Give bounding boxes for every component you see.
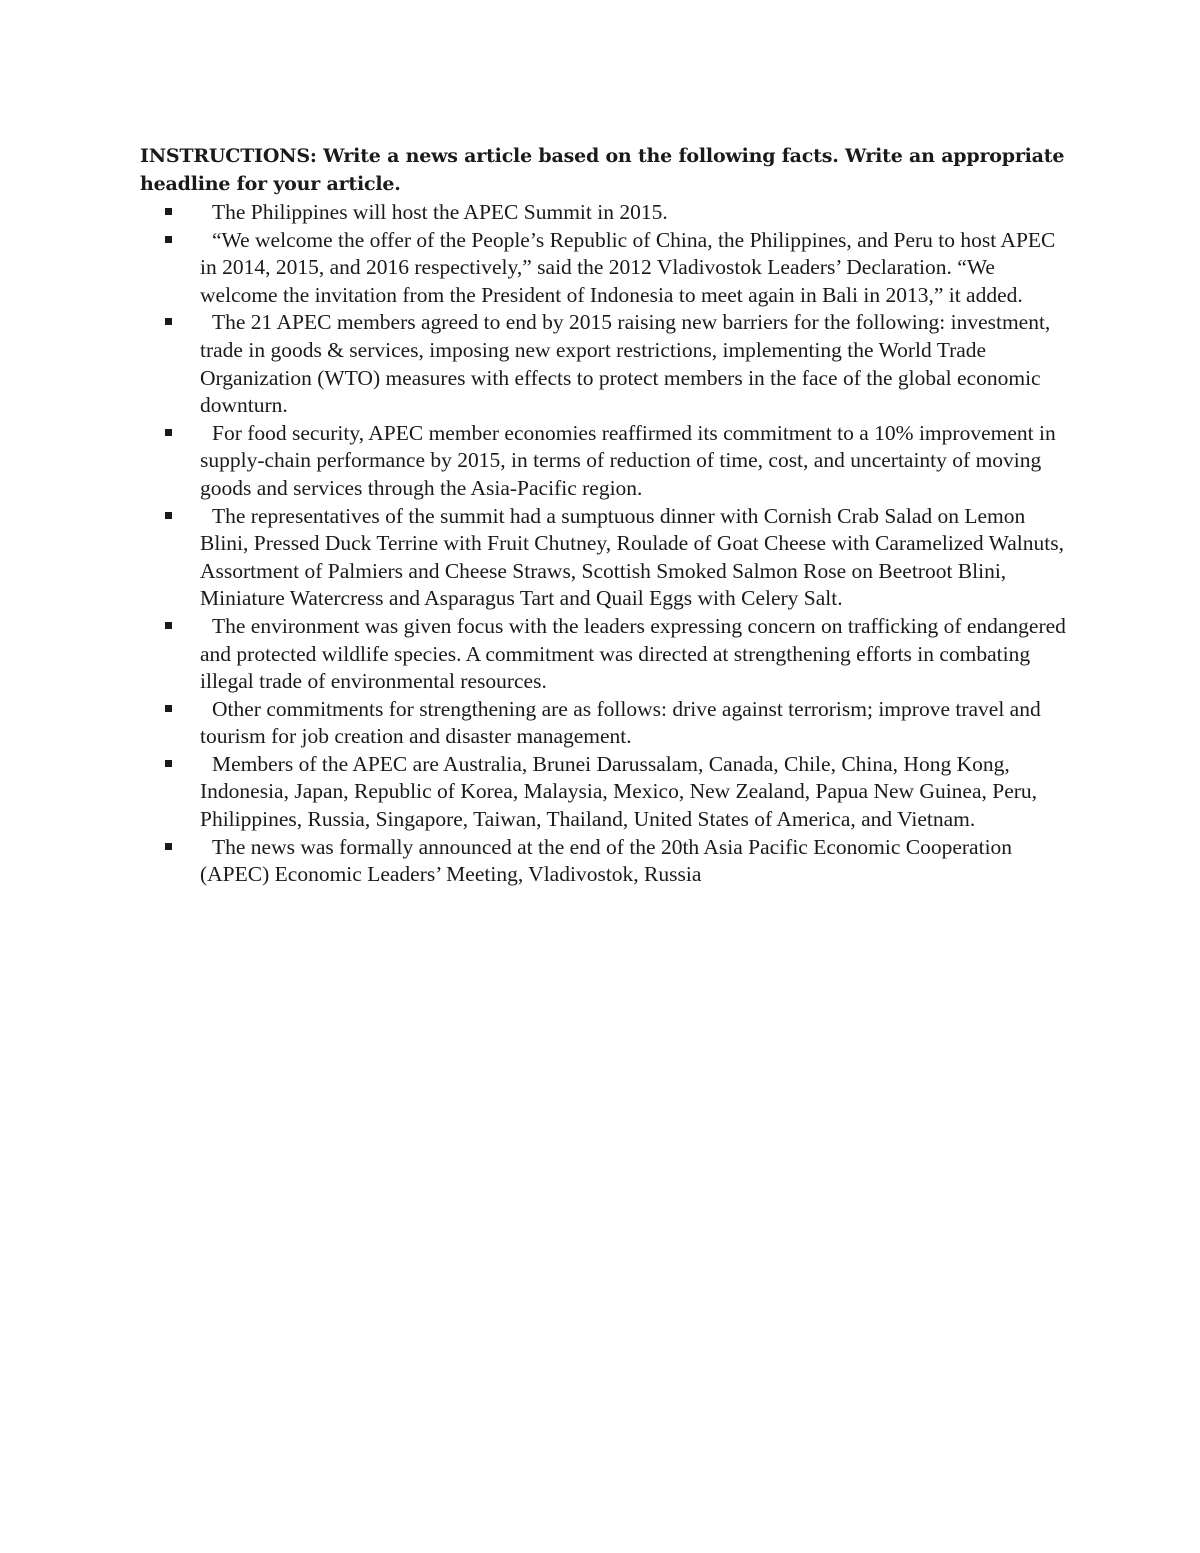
facts-list — [140, 199, 1070, 889]
fact-text: The Philippines will host the APEC Summit in 2015. — [212, 200, 668, 224]
square-bullet-icon — [165, 843, 172, 850]
square-bullet-icon — [165, 512, 172, 519]
square-bullet-icon — [165, 760, 172, 767]
fact-list-item — [140, 696, 1070, 751]
fact-text: Other commitments for strengthening are as follows: drive against terrorism; improve travel and tourism for job creation and disaster management. — [200, 696, 1041, 749]
fact-list-item — [140, 503, 1070, 613]
fact-text: For food security, APEC member economies reaffirmed its commitment to a 10% improvement in supply-chain performance by 2015, in terms of reduction of time, cost, and uncertainty of moving goods and services through the Asia-Pacific region. — [200, 420, 1056, 500]
fact-text: The representatives of the summit had a sumptuous dinner with Cornish Crab Salad on Lemon Blini, Pressed Duck Terrine with Fruit Chutney, Roulade of Goat Cheese with Caramelized Walnuts, Assortment of Palmiers and Cheese Straws, Scottish Smoked Salmon Rose on Beetroot Blini, Miniature Watercress and Asparagus Tart and Quail Eggs with Celery Salt. — [200, 503, 1064, 611]
fact-text: The environment was given focus with the leaders expressing concern on trafficking of endangered and protected wildlife species. A commitment was directed at strengthening efforts in combating illegal trade of environmental resources. — [200, 613, 1066, 694]
fact-text: The news was formally announced at the end of the 20th Asia Pacific Economic Cooperation (APEC) Economic Leaders’ Meeting, Vladivostok, Russia — [200, 834, 1013, 887]
fact-list-item — [140, 199, 1070, 227]
fact-list-item — [140, 227, 1070, 310]
document-body — [140, 142, 1070, 889]
square-bullet-icon — [165, 318, 172, 325]
fact-list-item — [140, 613, 1070, 696]
instructions-heading: INSTRUCTIONS: Write a news article based on the following facts. Write an appropriate headline for your article. — [140, 145, 1065, 195]
fact-list-item — [140, 309, 1070, 419]
fact-text: “We welcome the offer of the People’s Republic of China, the Philippines, and Peru to host APEC in 2014, 2015, and 2016 respectively,” said the 2012 Vladivostok Leaders’ Declaration. “We welcome the invitation from the President of Indonesia to meet again in Bali in 2013,” it added. — [200, 227, 1056, 307]
fact-text: Members of the APEC are Australia, Brunei Darussalam, Canada, Chile, China, Hong Kong, Indonesia, Japan, Republic of Korea, Malaysia, Mexico, New Zealand, Papua New Guinea, Peru, Philippines, Russia, Singapore, Taiwan, Thailand, United States of America, and Vietnam. — [200, 751, 1038, 832]
square-bullet-icon — [165, 622, 172, 629]
square-bullet-icon — [165, 208, 172, 215]
fact-list-item — [140, 751, 1070, 834]
square-bullet-icon — [165, 429, 172, 436]
square-bullet-icon — [165, 236, 172, 243]
square-bullet-icon — [165, 705, 172, 712]
fact-text: The 21 APEC members agreed to end by 2015 raising new barriers for the following: investment, trade in goods & services, imposing new export restrictions, implementing the World Trade Organization (WTO) measures with effects to protect members in the face of the global economic downturn. — [200, 310, 1051, 418]
fact-list-item — [140, 834, 1070, 889]
fact-list-item — [140, 420, 1070, 503]
